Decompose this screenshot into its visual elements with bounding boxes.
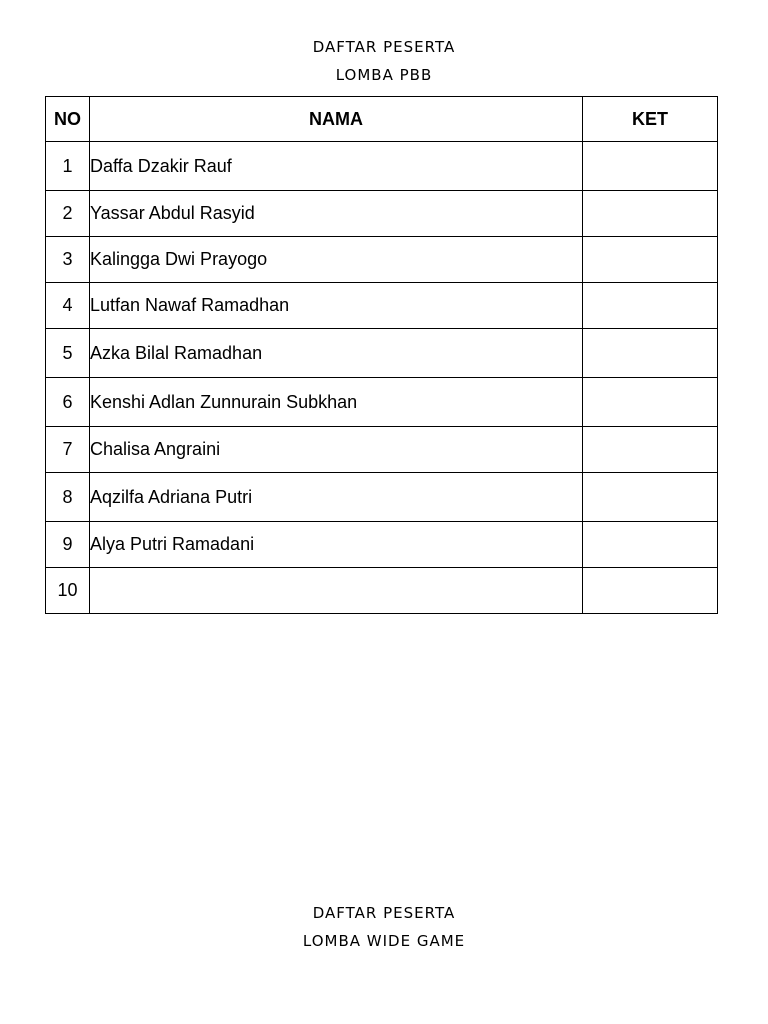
table-row [46, 191, 718, 237]
participant-note [583, 142, 718, 191]
table-row [46, 329, 718, 378]
row-number: 3 [46, 237, 90, 283]
participant-name: Lutfan Nawaf Ramadhan [90, 283, 583, 329]
participant-name: Chalisa Angraini [90, 427, 583, 473]
participant-note [583, 522, 718, 568]
participant-note [583, 237, 718, 283]
table-row [46, 142, 718, 191]
table-row [46, 568, 718, 614]
table-row [46, 473, 718, 522]
column-header-ket: KET [583, 97, 718, 142]
participant-name: Kalingga Dwi Prayogo [90, 237, 583, 283]
participant-name: Azka Bilal Ramadhan [90, 329, 583, 378]
participant-name: Kenshi Adlan Zunnurain Subkhan [90, 378, 583, 427]
column-header-nama: NAMA [90, 97, 583, 142]
participant-name: Aqzilfa Adriana Putri [90, 473, 583, 522]
section-subtitle-wide-game: LOMBA WIDE GAME [302, 932, 466, 950]
participant-note [583, 329, 718, 378]
row-number: 4 [46, 283, 90, 329]
participant-note [583, 191, 718, 237]
section-subtitle-pbb: LOMBA PBB [335, 66, 433, 84]
participant-note [583, 568, 718, 614]
table-row [46, 427, 718, 473]
participant-note [583, 427, 718, 473]
row-number: 8 [46, 473, 90, 522]
table-header-row [46, 97, 718, 142]
table-row [46, 237, 718, 283]
table-row [46, 378, 718, 427]
participant-note [583, 378, 718, 427]
row-number: 10 [46, 568, 90, 614]
row-number: 7 [46, 427, 90, 473]
row-number: 5 [46, 329, 90, 378]
section-title-pbb: DAFTAR PESERTA [312, 38, 456, 56]
participant-name: Alya Putri Ramadani [90, 522, 583, 568]
participant-name: Yassar Abdul Rasyid [90, 191, 583, 237]
row-number: 9 [46, 522, 90, 568]
row-number: 1 [46, 142, 90, 191]
participant-note [583, 283, 718, 329]
participant-name [90, 568, 583, 614]
column-header-no: NO [46, 97, 90, 142]
table-row [46, 283, 718, 329]
table-row [46, 522, 718, 568]
row-number: 2 [46, 191, 90, 237]
section-title-wide-game: DAFTAR PESERTA [312, 904, 456, 922]
participant-note [583, 473, 718, 522]
participant-name: Daffa Dzakir Rauf [90, 142, 583, 191]
participant-table-pbb [45, 96, 718, 614]
row-number: 6 [46, 378, 90, 427]
